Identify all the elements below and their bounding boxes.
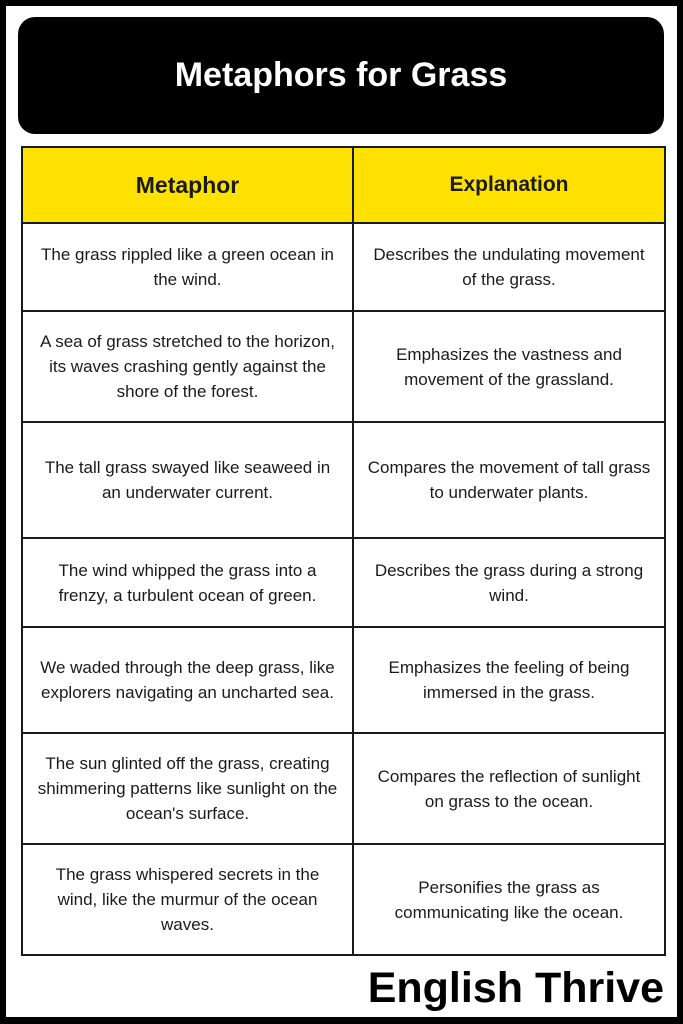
metaphor-cell: The grass whispered secrets in the wind, like the murmur of the ocean waves. <box>22 844 353 955</box>
explanation-cell: Emphasizes the feeling of being immersed in the grass. <box>353 627 665 733</box>
title-banner <box>18 17 664 134</box>
table-row <box>22 422 665 538</box>
explanation-cell: Describes the grass during a strong wind. <box>353 538 665 627</box>
header-metaphor: Metaphor <box>22 147 353 223</box>
table-row <box>22 627 665 733</box>
table-row <box>22 311 665 422</box>
table-header-row <box>22 147 665 223</box>
explanation-cell: Compares the reflection of sunlight on grass to the ocean. <box>353 733 665 844</box>
explanation-cell: Personifies the grass as communicating like the ocean. <box>353 844 665 955</box>
table-row <box>22 223 665 311</box>
page-title: Metaphors for Grass <box>174 56 508 94</box>
metaphor-cell: The wind whipped the grass into a frenzy, a turbulent ocean of green. <box>22 538 353 627</box>
metaphor-cell: We waded through the deep grass, like explorers navigating an uncharted sea. <box>22 627 353 733</box>
metaphor-cell: The sun glinted off the grass, creating shimmering patterns like sunlight on the ocean's surface. <box>22 733 353 844</box>
explanation-cell: Emphasizes the vastness and movement of the grassland. <box>353 311 665 422</box>
explanation-cell: Compares the movement of tall grass to underwater plants. <box>353 422 665 538</box>
metaphor-cell: A sea of grass stretched to the horizon, its waves crashing gently against the shore of the forest. <box>22 311 353 422</box>
metaphor-cell: The tall grass swayed like seaweed in an underwater current. <box>22 422 353 538</box>
brand-footer: English Thrive <box>367 964 664 1012</box>
table-row <box>22 538 665 627</box>
explanation-cell: Describes the undulating movement of the grass. <box>353 223 665 311</box>
page <box>6 6 677 1017</box>
table-row <box>22 733 665 844</box>
metaphor-table <box>21 146 666 956</box>
metaphor-cell: The grass rippled like a green ocean in the wind. <box>22 223 353 311</box>
table-row <box>22 844 665 955</box>
header-explanation: Explanation <box>353 147 665 223</box>
